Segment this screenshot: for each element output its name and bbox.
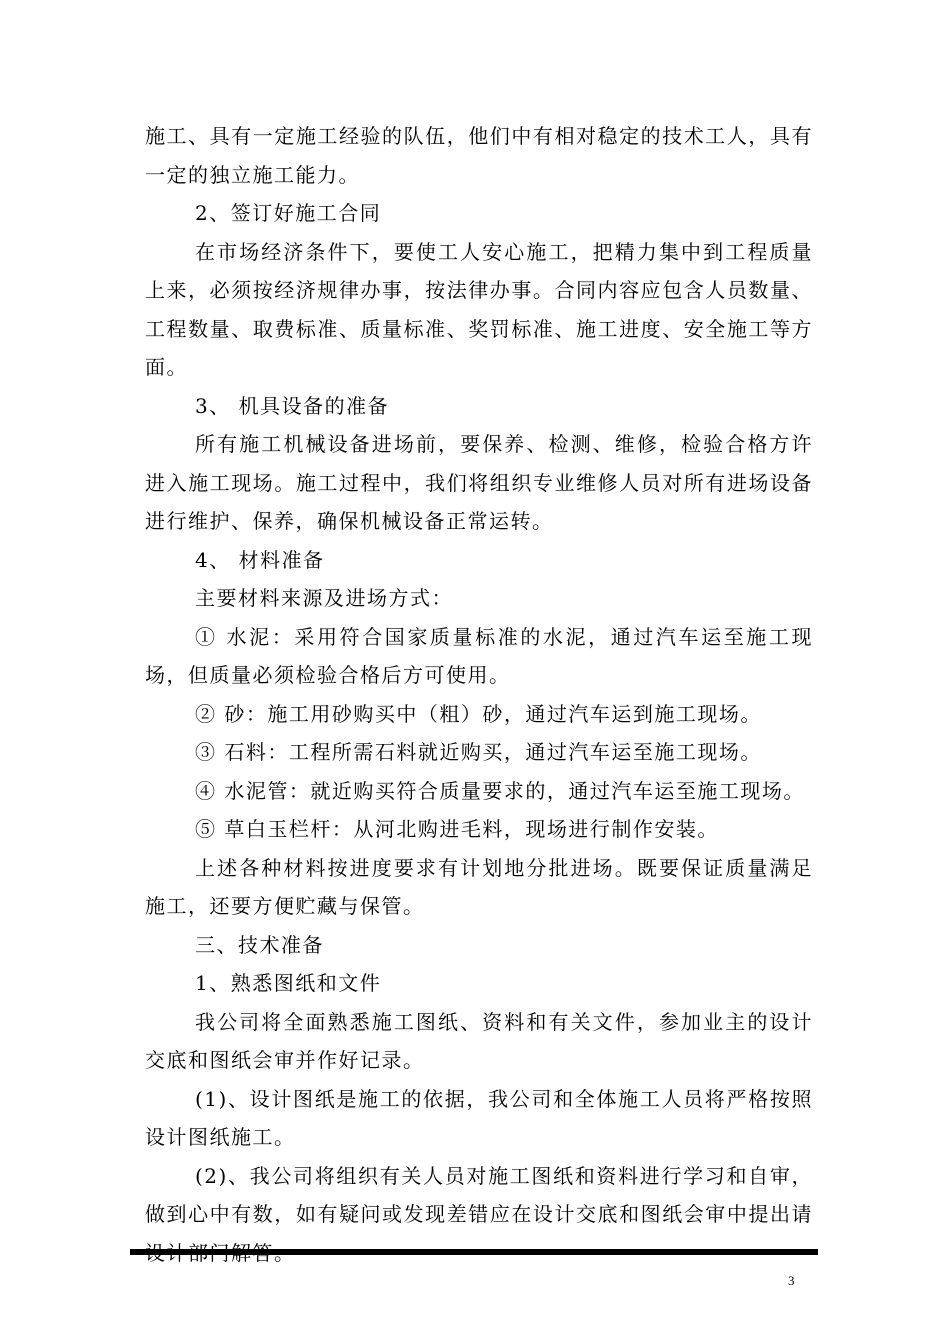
body-text [145,117,813,1272]
heading-sign-contract: 2、签订好施工合同 [195,201,382,225]
list-item-drawings-1: (1)、设计图纸是施工的依据，我公司和全体施工人员将严格按照设计图纸施工。 [145,1086,813,1149]
list-item-cement-pipe: ④ 水泥管：就近购买符合质量要求的，通过汽车运至施工现场。 [195,778,805,803]
heading-technical-prep: 三、技术准备 [195,932,324,957]
list-item-railing: ⑤ 草白玉栏杆：从河北购进毛料，现场进行制作安装。 [195,817,719,841]
paragraph-equipment: 所有施工机械设备进场前，要保养、检测、维修，检验合格方许进入施工现场。施工过程中，我们将组织专业维修人员对所有进场设备进行维护、保养，确保机械设备正常运转。 [145,432,813,533]
heading-equipment: 3、 机具设备的准备 [195,393,390,418]
heading-materials: 4、 材料准备 [195,547,325,572]
paragraph-materials-summary: 上述各种材料按进度要求有计划地分批进场。既要保证质量满足施工，还要方便贮藏与保管。 [145,855,813,918]
paragraph-continuation: 施工、具有一定施工经验的队伍，他们中有相对稳定的技术工人，具有一定的独立施工能力。 [145,124,813,187]
heading-drawings: 1、熟悉图纸和文件 [195,971,382,995]
paragraph-drawings: 我公司将全面熟悉施工图纸、资料和有关文件，参加业主的设计交底和图纸会审并作好记录。 [145,1009,813,1072]
list-item-cement: ① 水泥：采用符合国家质量标准的水泥，通过汽车运至施工现场，但质量必须检验合格后方可使用。 [145,624,813,687]
list-item-sand: ② 砂：施工用砂购买中（粗）砂，通过汽车运到施工现场。 [195,701,762,726]
footer-divider [130,1249,818,1255]
list-item-drawings-2: (2)、我公司将组织有关人员对施工图纸和资料进行学习和自审，做到心中有数，如有疑问或发现差错应在设计交底和图纸会审中提出请 [145,1163,813,1226]
list-item-stone: ③ 石料：工程所需石料就近购买，通过汽车运至施工现场。 [195,740,762,764]
page-number: 3 [788,1273,795,1288]
paragraph-contract: 在市场经济条件下，要使工人安心施工，把精力集中到工程质量上来，必须按经济规律办事，按法律办事。合同内容应包含人员数量、工程数量、取费标准、质量标准、奖罚标准、施工进度、安全施工等方面。 [145,239,813,379]
paragraph-materials-intro: 主要材料来源及进场方式： [195,586,453,610]
